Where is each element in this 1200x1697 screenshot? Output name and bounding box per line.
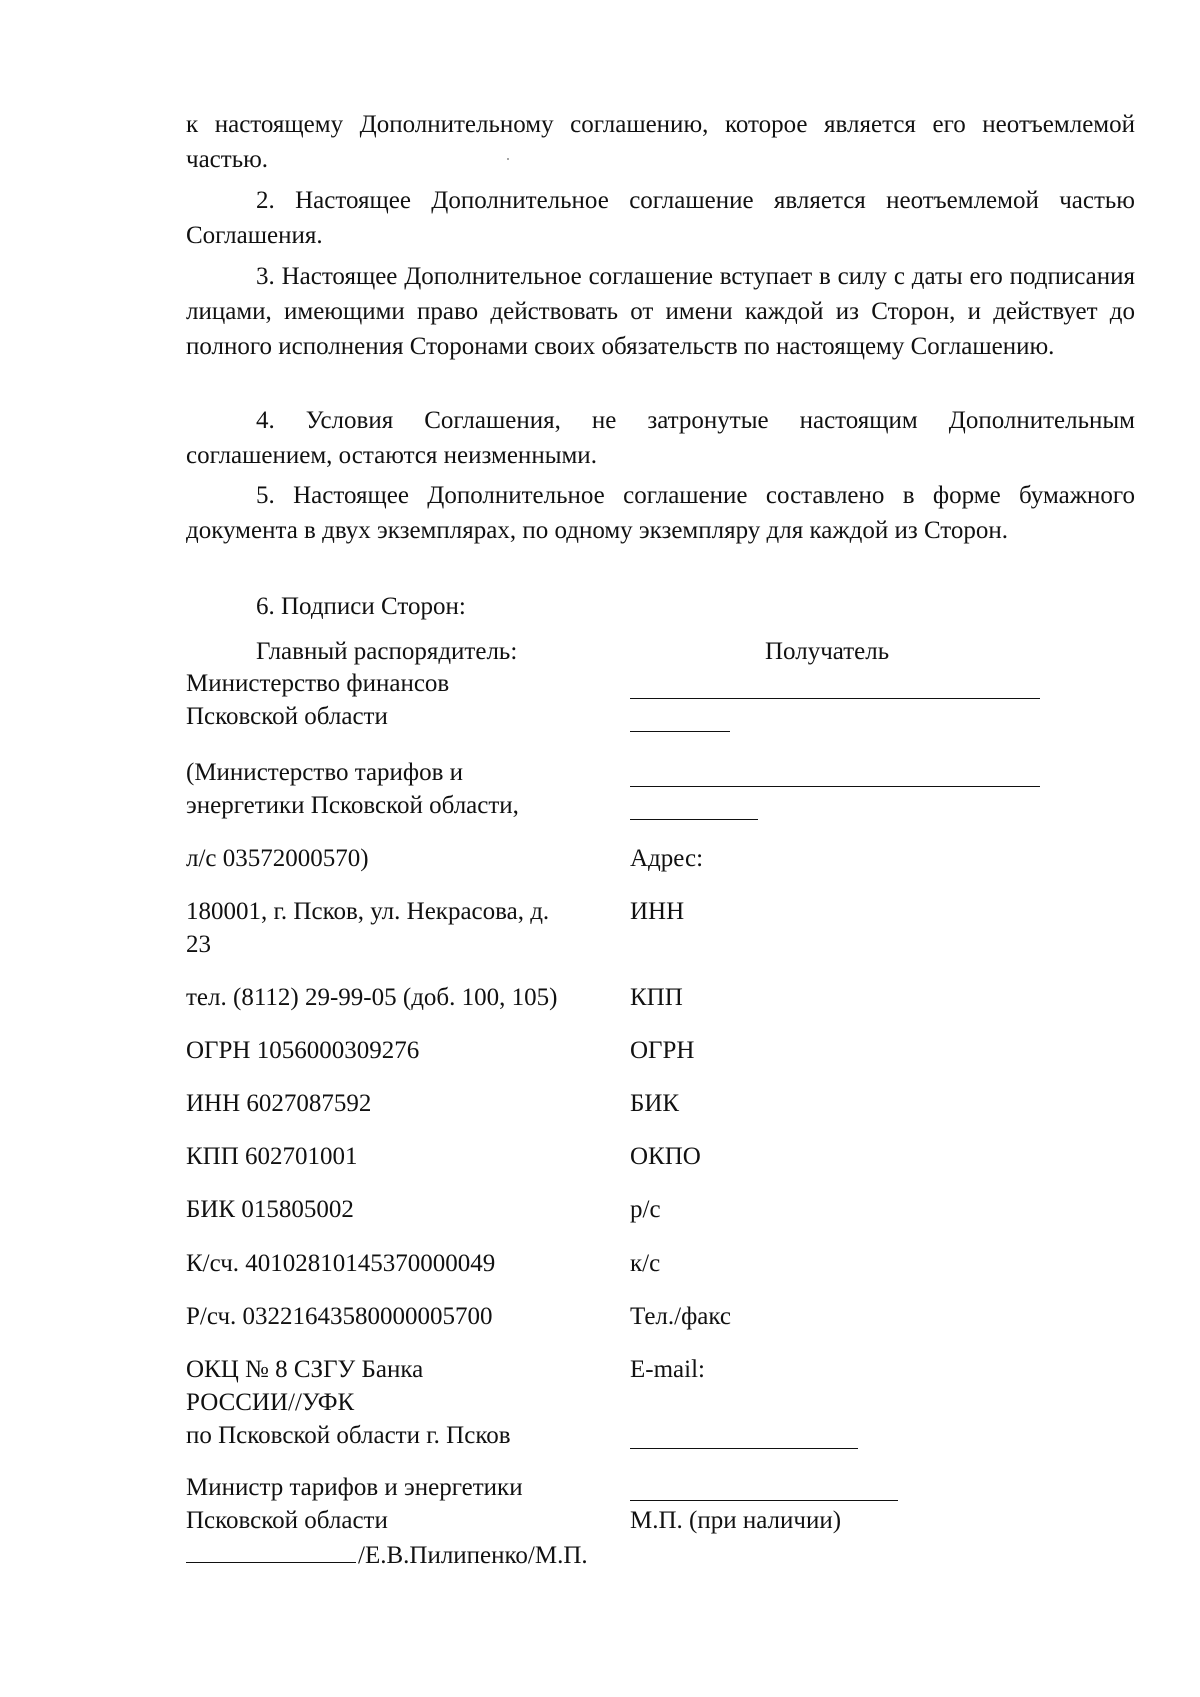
left-party-sub-line1: (Министерство тарифов и: [186, 759, 464, 786]
right-party-stamp: М.П. (при наличии): [630, 1507, 842, 1534]
right-party-rs: р/с: [630, 1196, 661, 1223]
left-party-signature-line: [186, 1538, 588, 1572]
left-party-name-line2: Псковской области: [186, 703, 388, 730]
right-party-email: E-mail:: [630, 1356, 705, 1383]
left-party-bank-line2: РОССИИ//УФК: [186, 1389, 355, 1416]
signature-blank: [186, 1538, 356, 1563]
left-party-sub-line2: энергетики Псковской области,: [186, 792, 519, 819]
left-party-signature-text: /Е.В.Пилипенко/М.П.: [358, 1542, 588, 1569]
right-party-kpp: КПП: [630, 984, 683, 1011]
paragraph-continuation: к настоящему Дополнительному соглашению, которое является его неотъемлемой частью.: [186, 111, 1135, 173]
paragraph-4: 4. Условия Соглашения, не затронутые настоящим Дополнительным соглашением, остаются неизменными.: [186, 407, 1135, 469]
paragraph-2: 2. Настоящее Дополнительное соглашение является неотъемлемой частью Соглашения.: [186, 187, 1135, 249]
left-party-kpp: КПП 602701001: [186, 1143, 358, 1170]
left-party-ogrn: ОГРН 1056000309276: [186, 1037, 420, 1064]
left-party-bik: БИК 015805002: [186, 1196, 354, 1223]
left-party-bank-line3: по Псковской области г. Псков: [186, 1422, 511, 1449]
right-party-phone-fax: Тел./факс: [630, 1303, 732, 1330]
recipient-name-blank-4: [630, 819, 758, 820]
right-party-inn: ИНН: [630, 898, 685, 925]
left-party-bank-line1: ОКЦ № 8 СЗГУ Банка: [186, 1356, 424, 1383]
paragraph-6: 6. Подписи Сторон:: [256, 593, 466, 620]
right-party-heading: Получатель: [765, 638, 890, 665]
right-party-address: Адрес:: [630, 845, 704, 872]
left-party-name-line1: Министерство финансов: [186, 670, 450, 697]
right-party-bik: БИК: [630, 1090, 680, 1117]
left-party-address-line1: 180001, г. Псков, ул. Некрасова, д.: [186, 898, 550, 925]
recipient-email-blank: [630, 1448, 858, 1449]
left-party-heading: Главный распорядитель:: [256, 638, 518, 665]
left-party-account: л/с 03572000570): [186, 845, 369, 872]
recipient-name-blank-3: [630, 786, 1040, 787]
left-party-signer-line2: Псковской области: [186, 1507, 388, 1534]
left-party-ks: К/сч. 40102810145370000049: [186, 1250, 496, 1277]
paragraph-3: 3. Настоящее Дополнительное соглашение вступает в силу с даты его подписания лицами, имеющими право действовать от имени каждой из Сторон, и действует до полного исполнения Сторонами своих обязательств по настоящему Соглашению.: [186, 263, 1135, 360]
left-party-inn: ИНН 6027087592: [186, 1090, 372, 1117]
left-party-address-line2: 23: [186, 931, 211, 958]
left-party-rs: Р/сч. 03221643580000005700: [186, 1303, 493, 1330]
left-party-phone: тел. (8112) 29-99-05 (доб. 100, 105): [186, 984, 558, 1011]
right-party-okpo: ОКПО: [630, 1143, 701, 1170]
recipient-signature-blank: [630, 1500, 898, 1501]
recipient-name-blank-1: [630, 698, 1040, 699]
right-party-ogrn: ОГРН: [630, 1037, 695, 1064]
recipient-name-blank-2: [630, 731, 730, 732]
right-party-ks: к/с: [630, 1250, 661, 1277]
paragraph-5: 5. Настоящее Дополнительное соглашение составлено в форме бумажного документа в двух экземплярах, по одному экземпляру для каждой из Сторон.: [186, 482, 1135, 544]
left-party-signer-line1: Министр тарифов и энергетики: [186, 1474, 523, 1501]
